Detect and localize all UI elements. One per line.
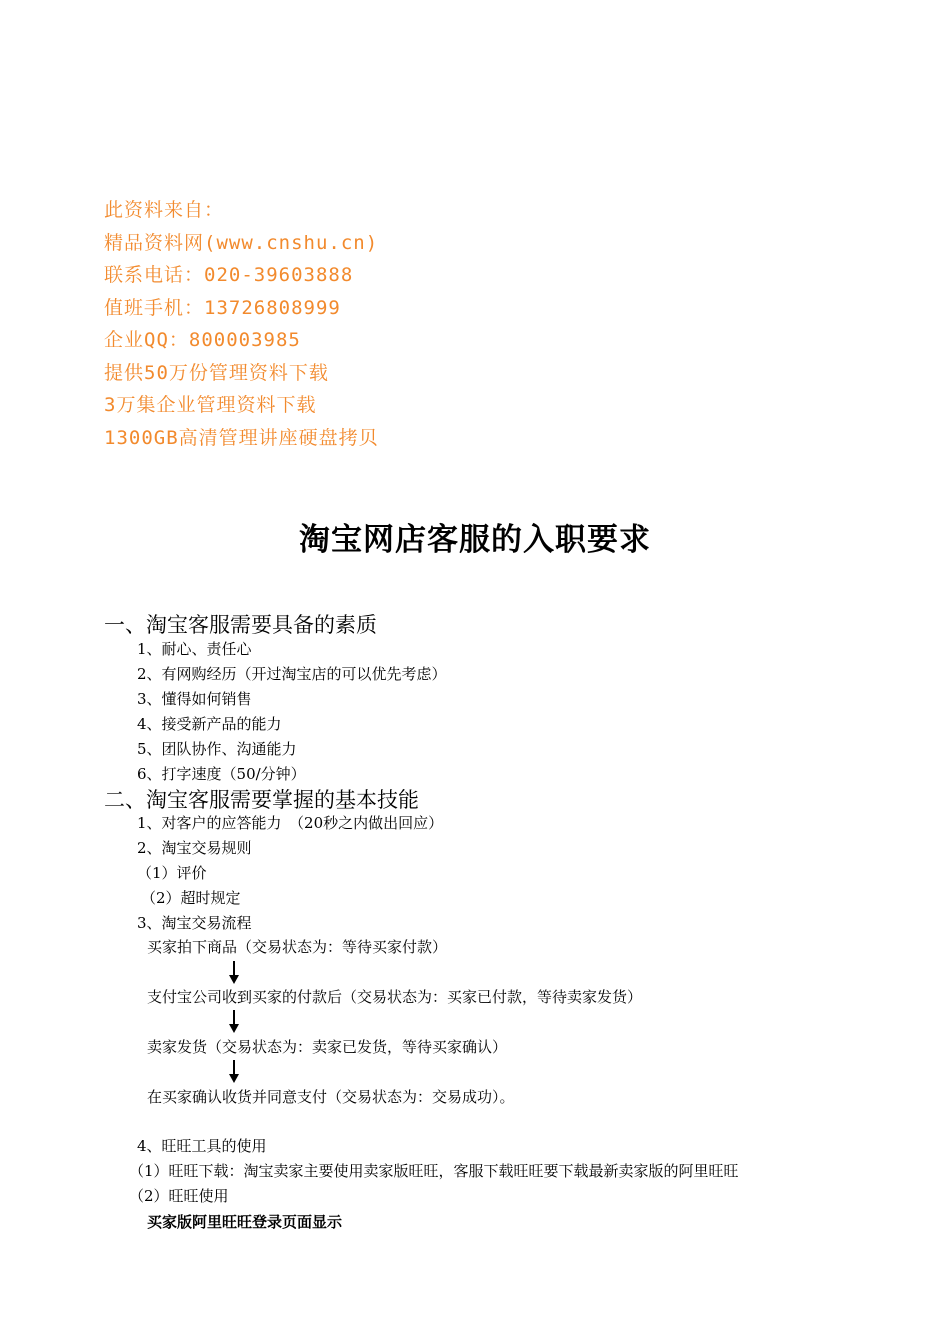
sub-item: （2）旺旺使用: [129, 1187, 229, 1205]
list-item: 2、有网购经历（开过淘宝店的可以优先考虑）: [137, 665, 447, 683]
sub-item: （2）超时规定: [141, 889, 241, 907]
list-item: 3、懂得如何销售: [137, 690, 252, 708]
promo-line: 精品资料网(www.cnshu.cn): [104, 231, 379, 254]
list-item: 5、团队协作、沟通能力: [137, 740, 297, 758]
promo-line: 3万集企业管理资料下载: [104, 394, 317, 416]
promo-line: 此资料来自：: [104, 199, 225, 221]
list-item: 3、淘宝交易流程: [137, 914, 252, 932]
flow-step: 卖家发货（交易状态为：卖家已发货，等待买家确认）: [147, 1038, 508, 1056]
section-heading-qualities: 一、淘宝客服需要具备的素质: [104, 613, 377, 637]
list-item: 6、打字速度（50/分钟）: [137, 765, 306, 783]
list-item: 1、耐心、责任心: [137, 640, 252, 658]
sub-item: （1）旺旺下载：淘宝卖家主要使用卖家版旺旺，客服下载旺旺要下载最新卖家版的阿里旺旺: [129, 1162, 739, 1180]
list-item: 2、淘宝交易规则: [137, 839, 252, 857]
promo-line: 提供50万份管理资料下载: [104, 361, 329, 384]
sub-item: （1）评价: [137, 864, 207, 882]
promo-line: 企业QQ：800003985: [104, 329, 301, 351]
promo-block: [104, 195, 379, 455]
list-item: 4、接受新产品的能力: [137, 715, 282, 733]
flow-step: 在买家确认收货并同意支付（交易状态为：交易成功）。: [147, 1088, 515, 1106]
list-item: 4、旺旺工具的使用: [137, 1137, 267, 1155]
section-heading-skills: 二、淘宝客服需要掌握的基本技能: [104, 788, 419, 812]
promo-line: 值班手机：13726808999: [104, 296, 341, 319]
flow-step: 买家拍下商品（交易状态为：等待买家付款）: [147, 938, 448, 956]
flow-step: 支付宝公司收到买家的付款后（交易状态为：买家已付款，等待卖家发货）: [147, 988, 643, 1006]
figure-caption: 买家版阿里旺旺登录页面显示: [147, 1213, 343, 1231]
document-title: 淘宝网店客服的入职要求: [299, 522, 651, 558]
list-item: 1、对客户的应答能力 （20秒之内做出回应）: [137, 814, 444, 832]
promo-line: 联系电话：020-39603888: [104, 264, 354, 286]
promo-line: 1300GB高清管理讲座硬盘拷贝: [104, 426, 379, 449]
